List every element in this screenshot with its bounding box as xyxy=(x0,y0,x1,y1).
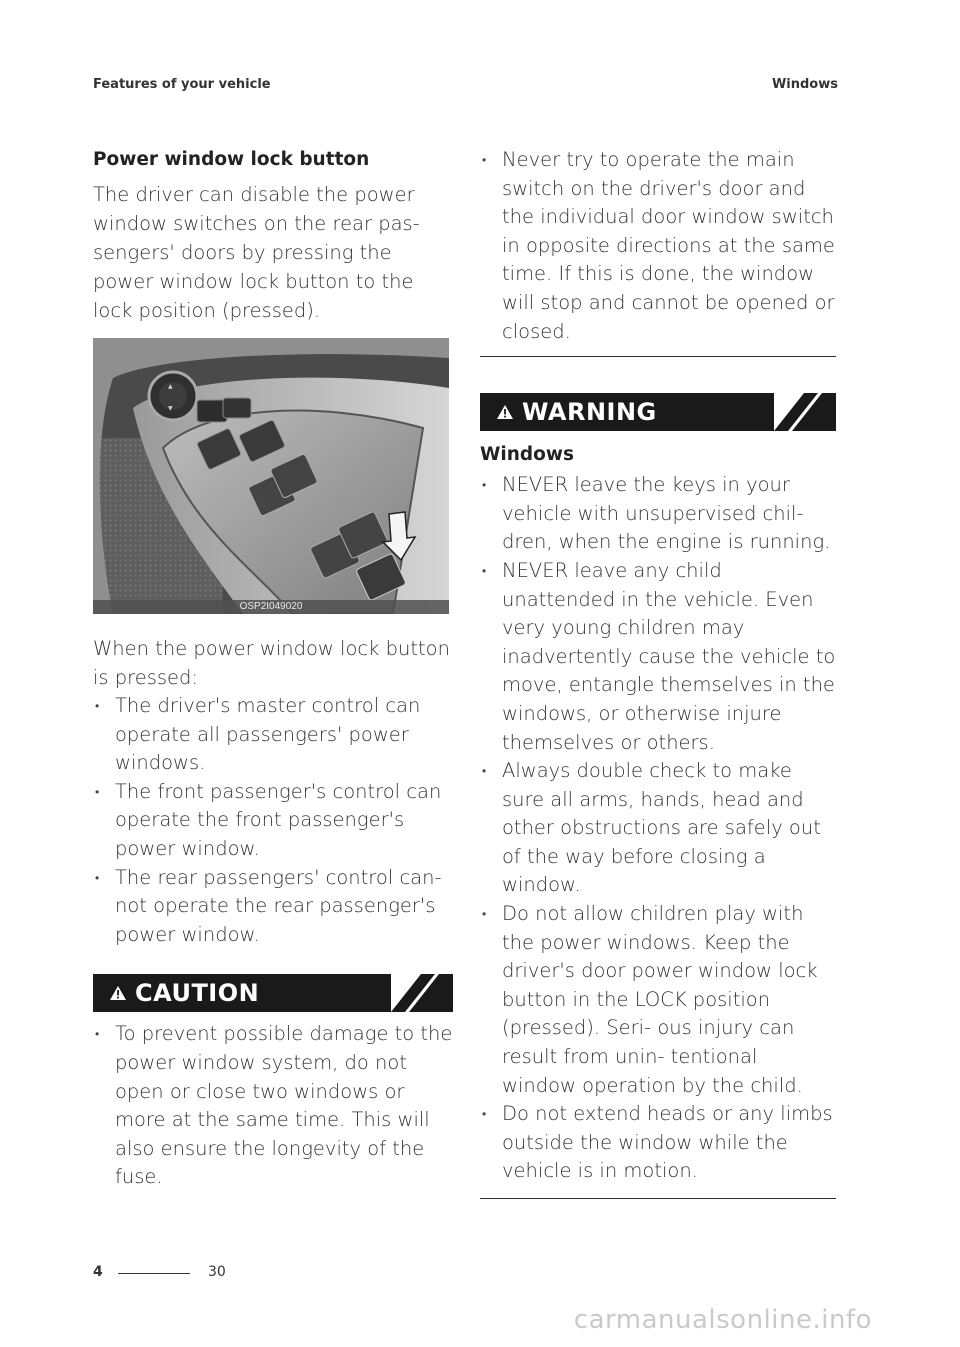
running-header-topic: Windows xyxy=(771,77,838,92)
banner-slashes-icon xyxy=(391,974,453,1012)
divider xyxy=(480,356,836,357)
window-switch-photo xyxy=(93,338,449,614)
list-item: • Do not extend heads or any limbs outside the window while the vehicle is in motion. xyxy=(480,1100,836,1186)
warning-label: WARNING xyxy=(522,398,657,427)
list-item: • Always double check to make sure all arms, hands, head and other obstructions are safely out of the way before closing a window. xyxy=(480,757,836,900)
list-item: • NEVER leave any child unattended in the vehicle. Even very young children may inadvertently cause the vehicle to move, entangle themselves in the windows, or otherwise injure themselves or others. xyxy=(480,557,836,757)
warning-triangle-icon xyxy=(109,985,127,1001)
list-item: • The front passenger's control can operate the front passenger's power window. xyxy=(93,778,453,864)
right-column xyxy=(480,146,836,1199)
list-item: • Do not allow children play with the power windows. Keep the driver's door power window lock button in the LOCK position (pressed). Seri- ous injury can result from unin- tentional window operation by the child. xyxy=(480,900,836,1100)
svg-text:▼: ▼ xyxy=(168,405,173,412)
image-code: OSP2I049020 xyxy=(93,600,449,614)
caution-banner xyxy=(93,974,453,1012)
when-pressed-text: When the power window lock button is pressed: xyxy=(93,637,450,689)
list-item: • The driver's master control can operate all passengers' power windows. xyxy=(93,692,453,778)
page-number: 30 xyxy=(208,1264,226,1280)
section-title: Power window lock button xyxy=(93,149,370,170)
list-item: • To prevent possible damage to the power window system, do not open or close two windows or more at the same time. This will also ensure the longevity of the fuse. xyxy=(93,1020,453,1192)
left-column xyxy=(93,146,453,1192)
warning-triangle-icon xyxy=(496,404,514,420)
warning-subtitle: Windows xyxy=(480,444,574,466)
running-header-section: Features of your vehicle xyxy=(93,77,271,92)
footer-rule xyxy=(118,1273,190,1274)
list-item: • NEVER leave the keys in your vehicle with unsupervised chil- dren, when the engine is running. xyxy=(480,471,836,557)
list-item: • The rear passengers' control can- not operate the rear passenger's power window. xyxy=(93,864,453,950)
list-item: • Never try to operate the main switch on the driver's door and the individual door window switch in opposite directions at the same time. If this is done, the window will stop and cannot be opened or closed. xyxy=(480,146,836,346)
svg-text:▲: ▲ xyxy=(168,383,173,390)
warning-banner xyxy=(480,393,836,431)
banner-slashes-icon xyxy=(774,393,836,431)
divider xyxy=(480,1198,836,1199)
chapter-number: 4 xyxy=(93,1264,103,1280)
warning-list xyxy=(480,471,836,1186)
caution-label: CAUTION xyxy=(135,979,260,1008)
lock-effects-list xyxy=(93,692,453,949)
operation-note-list xyxy=(480,146,836,346)
watermark: carmanualsonline.info xyxy=(573,1305,872,1335)
intro-paragraph: The driver can disable the power window switches on the rear pas- sengers' doors by pressing the power window lock button to the lock position (pressed). xyxy=(93,183,420,322)
caution-list xyxy=(93,1020,453,1192)
